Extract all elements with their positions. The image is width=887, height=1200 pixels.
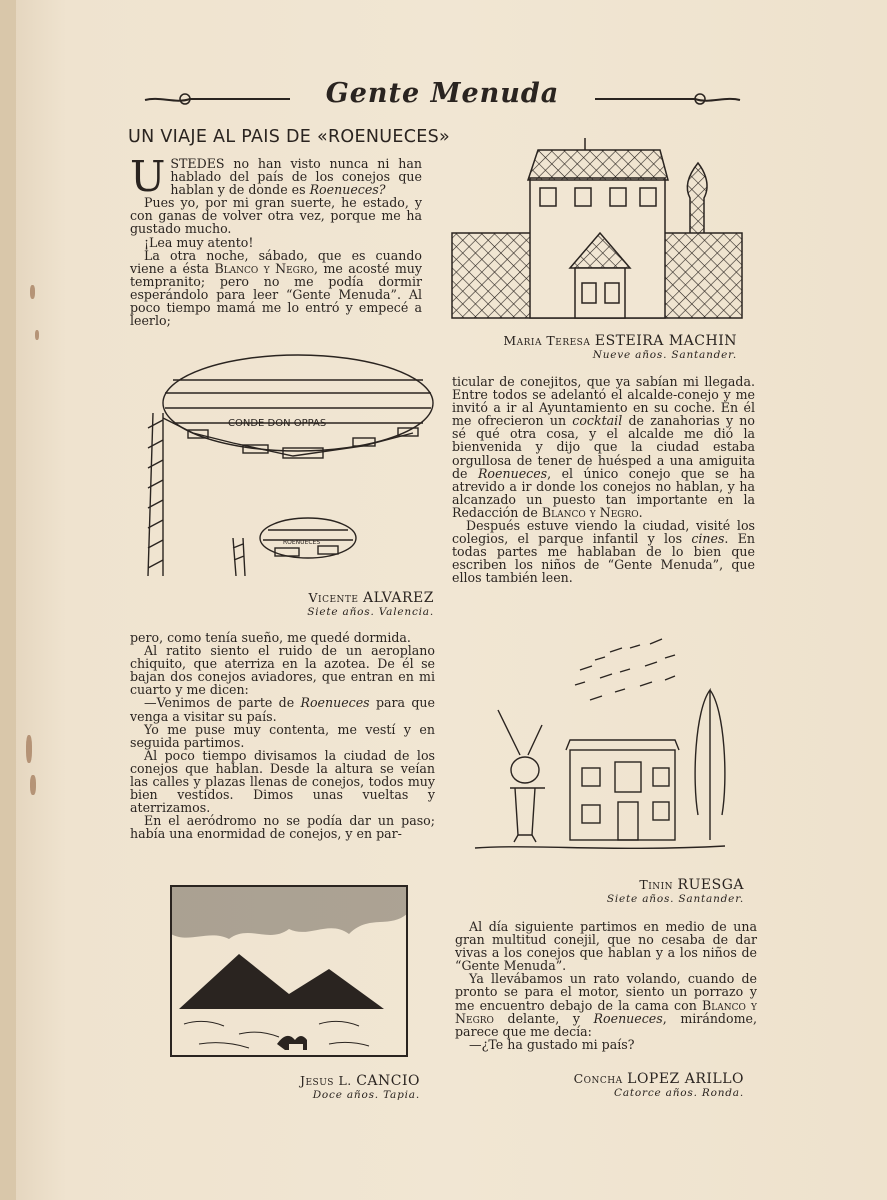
text-column-right-bottom <box>455 920 757 1051</box>
rabbit-drawing <box>470 630 735 862</box>
text-column-left-middle <box>130 631 435 841</box>
text-column-right-top <box>452 375 755 585</box>
small-airship-label: ROENUECES <box>283 539 321 546</box>
credit-ruesga: Tinin RUESGA Siete años. Santander. <box>606 877 744 905</box>
paragraph: Ya llevábamos un rato volando, cuando de pronto se para el motor, siento un porrazo y me encuentro debajo de la cama con Blanco y Negro delante, y Roenueces, mirándome, parece que me decía: <box>455 971 757 1039</box>
headline: UN VIAJE AL PAIS DE «ROENUECES» <box>128 127 451 147</box>
paragraph: ticular de conejitos, que ya sabían mi llegada. Entre todos se adelantó el alcalde-conejo y me invitó a ir al Ayuntamiento en su coche. En él me ofrecieron un cocktail de zanahorias y no sé qué otra cosa, y el alcalde me dió la bienvenida y dijo que la ciudad estaba orgullosa de tener de huésped a una amiguita de Roenueces, el único conejo que se ha atrevido a ir donde los conejos no hablan, y ha alcanzado un puesto tan importante en la Redacción de Blanco y Negro. <box>452 374 755 520</box>
rust-stain <box>35 330 39 340</box>
paragraph: Pues yo, por mi gran suerte, he estado, y con ganas de volver otra vez, porque me ha gustado mucho. <box>130 195 422 237</box>
masthead-title: Gente Menuda <box>325 78 560 109</box>
paragraph: Yo me puse muy contenta, me vestí y en seguida partimos. <box>130 721 435 750</box>
page-edge <box>0 0 16 1200</box>
paragraph: —Venimos de parte de Roenueces para que venga a visitar su país. <box>130 695 435 724</box>
airship-label: CONDE DON OPPAS <box>228 418 327 429</box>
credit-esteira: Maria Teresa ESTEIRA MACHIN Nueve años. Santander. <box>503 333 737 361</box>
rust-stain <box>30 775 36 795</box>
rust-stain <box>26 735 32 763</box>
credit-lopez: Concha LOPEZ ARILLO Catorce años. Ronda. <box>573 1071 744 1099</box>
paragraph: —¿Te ha gustado mi país? <box>469 1036 635 1052</box>
pyramids-drawing <box>169 884 409 1059</box>
paragraph: Al poco tiempo divisamos la ciudad de los conejos que hablan. Desde la altura se veían las calles y plazas llenas de conejos, todos muy bien vestidos. Dimos unas vueltas y aterrizamos. <box>130 747 435 816</box>
airship-drawing <box>133 348 438 580</box>
house-drawing <box>450 138 746 320</box>
credit-cancio: Jesus L. CANCIO Doce años. Tapia. <box>299 1073 420 1101</box>
paragraph: La otra noche, sábado, que es cuando viene a ésta Blanco y Negro, me acosté muy tempranito; pero no me podía dormir esperándolo para leer “Gente Menuda”. Al poco tiempo mamá me lo entró y empecé a leerlo; <box>130 247 422 329</box>
rust-stain <box>30 285 35 299</box>
text-column-left-top <box>130 152 422 329</box>
paragraph: pero, como tenía sueño, me quedé dormida. <box>130 630 411 645</box>
paragraph: USTEDES no han visto nunca ni han hablado del país de los conejos que hablan y de donde es Roenueces? <box>130 152 422 201</box>
drop-cap: U <box>130 152 166 201</box>
paragraph: En el aeródromo no se podía dar un paso; había una enormidad de conejos, y en par- <box>130 813 435 842</box>
credit-alvarez: Vicente ALVAREZ Siete años. Valencia. <box>307 590 434 618</box>
paragraph: Al ratito siento el ruido de un aeroplano chiquito, que aterriza en la azotea. De él se bajan dos conejos aviadores, que entran en mi cuarto y me dicen: <box>130 643 435 698</box>
paragraph: Al día siguiente partimos en medio de una gran multitud conejil, que no cesaba de dar vivas a los conejos que hablan y a los niños de “Gente Menuda”. <box>455 919 757 974</box>
paragraph: ¡Lea muy atento! <box>144 234 254 250</box>
masthead <box>140 78 745 118</box>
paragraph: Después estuve viendo la ciudad, visité los colegios, el parque infantil y los cines. En todas partes me hablaban de lo bien que escriben los niños de “Gente Menuda”, que ellos también leen. <box>452 518 756 586</box>
